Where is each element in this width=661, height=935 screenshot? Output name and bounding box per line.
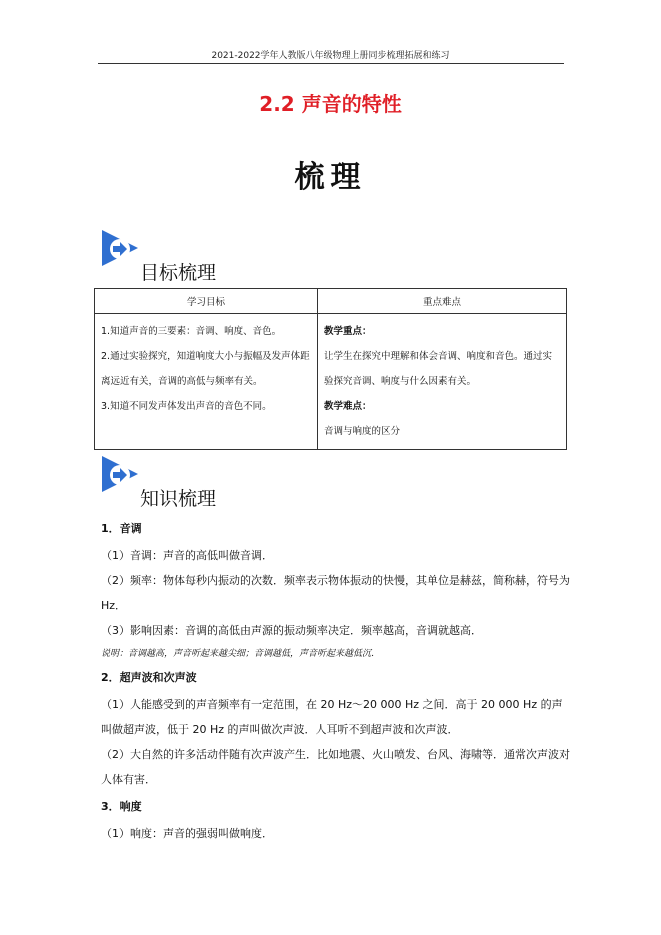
goal-item: 3.知道不同发声体发出声音的音色不同。 xyxy=(101,401,272,412)
section-title-knowledge: 知识梳理 xyxy=(140,488,217,510)
difficulty-label: 教学难点： xyxy=(324,401,372,412)
paragraph: （3）影响因素：音调的高低由声源的振动频率决定．频率越高，音调就越高． xyxy=(101,624,482,637)
lesson-title: 2.2 声音的特性 xyxy=(259,92,402,116)
paragraph: （2）大自然的许多活动伴随有次声波产生．比如地震、火山喷发、台风、海啸等．通常次声波对人体有害． xyxy=(101,748,570,786)
table-head-key: 重点难点 xyxy=(318,289,567,314)
heading-pitch: 1．音调 xyxy=(101,522,142,535)
heading-ultrasound: 2．超声波和次声波 xyxy=(101,671,197,684)
goals-cell xyxy=(95,314,318,450)
paragraph: （1）人能感受到的声音频率有一定范围，在 20 Hz～20 000 Hz 之间．高于 20 000 Hz 的声叫做超声波，低于 20 Hz 的声叫做次声波．人耳听不到超声波和次声波． xyxy=(101,698,563,736)
heading-loudness: 3．响度 xyxy=(101,800,142,813)
paragraph: （1）响度：声音的强弱叫做响度． xyxy=(101,827,273,840)
paragraph: （2）频率：物体每秒内振动的次数．频率表示物体振动的快慢，其单位是赫兹，简称赫，符号为 Hz． xyxy=(101,574,570,612)
arrow-circle-icon xyxy=(100,228,140,268)
goals-table xyxy=(94,288,567,450)
table-head-goals: 学习目标 xyxy=(95,289,318,314)
knowledge-content xyxy=(101,520,571,846)
goal-item: 1.知道声音的三要素：音调、响度、音色。 xyxy=(101,326,282,337)
section-big-title: 梳理 xyxy=(294,160,367,195)
note: 说明：音调越高，声音听起来越尖细；音调越低，声音听起来越低沉． xyxy=(101,649,381,659)
section-title-goals: 目标梳理 xyxy=(140,262,217,284)
header-divider xyxy=(98,63,564,64)
key-text: 让学生在探究中理解和体会音调、响度和音色。通过实验探究音调、响度与什么因素有关。 xyxy=(324,351,553,387)
page-header: 2021-2022学年人教版八年级物理上册同步梳理拓展和练习 xyxy=(211,51,450,61)
key-points-cell xyxy=(318,314,567,450)
arrow-circle-icon xyxy=(100,454,140,494)
key-label: 教学重点： xyxy=(324,326,372,337)
goal-item: 2.通过实验探究，知道响度大小与振幅及发声体距离远近有关，音调的高低与频率有关。 xyxy=(101,351,310,387)
difficulty-text: 音调与响度的区分 xyxy=(324,426,401,437)
paragraph: （1）音调：声音的高低叫做音调． xyxy=(101,549,273,562)
